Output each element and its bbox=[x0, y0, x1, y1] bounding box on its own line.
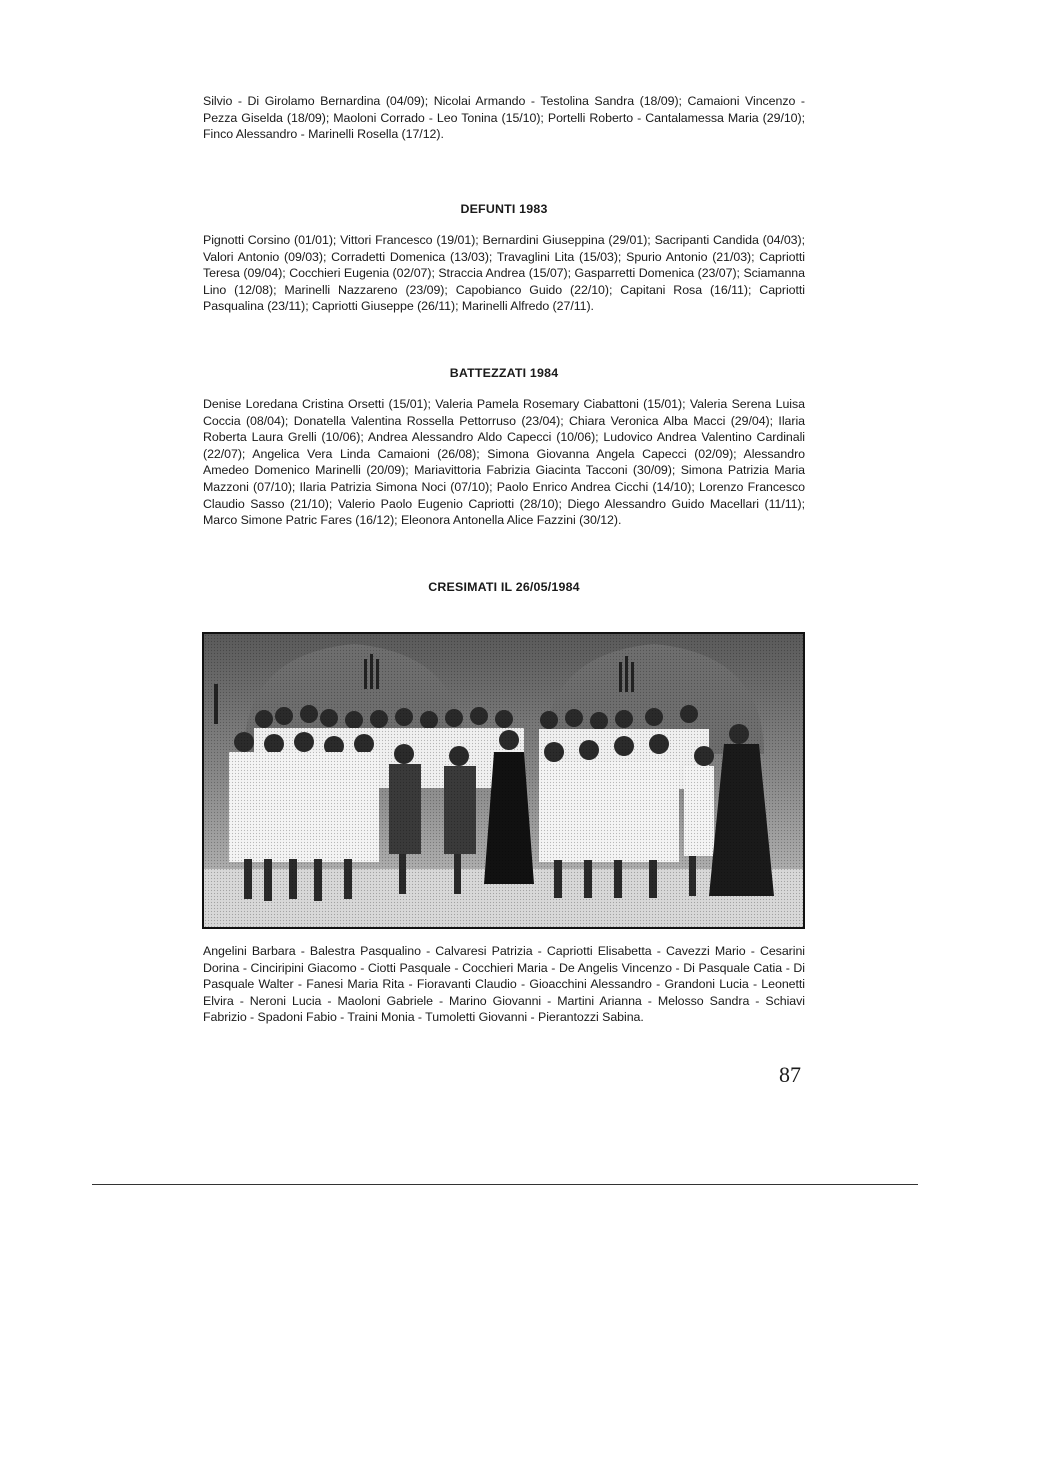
photo-caption: Angelini Barbara - Balestra Pasqualino - Calvaresi Patrizia - Capriotti Elisabetta - Cavezzi Mario - Cesarini Dorina - Cinciripini Giacomo - Ciotti Pasquale - Cocchieri Maria - De Angelis Vincenzo - Di Pasquale Catia - Di Pasquale Walter - Fanesi Maria Rita - Fioravanti Claudio - Gioacchini Alessandro - Grandoni Lucia - Leonetti Elvira - Neroni Lucia - Maoloni Gabriele - Marino Giovanni - Martini Arianna - Melosso Sandra - Schiavi Fabrizio - Spadoni Fabio - Traini Monia - Tumoletti Giovanni - Pierantozzi Sabina. bbox=[203, 944, 805, 1025]
heading-defunti-1983: DEFUNTI 1983 bbox=[460, 202, 548, 216]
heading-battezzati-1984: BATTEZZATI 1984 bbox=[449, 366, 559, 380]
group-photo-image bbox=[204, 634, 803, 927]
battezzati-1984-list: Denise Loredana Cristina Orsetti (15/01); Valeria Pamela Rosemary Ciabattoni (15/01); Valeria Serena Luisa Coccia (08/04); Donatella Valentina Rossella Pettorruso (23/04); Chiara Veronica Alba Macci (29/04); Ilaria Roberta Laura Grelli (10/06); Andrea Alessandro Aldo Capecci (10/06); Ludovico Andrea Valentino Cardinali (22/07); Angelica Vera Linda Camaioni (26/08); Simona Giovanna Angela Capecci (02/09); Alessandro Amedeo Domenico Marinelli (20/09); Mariavittoria Fabrizia Giacinta Tacconi (30/09); Simona Patrizia Maria Mazzoni (07/10); Ilaria Patrizia Simona Noci (07/10); Paolo Enrico Andrea Cicchi (14/10); Lorenzo Francesco Claudio Sasso (21/10); Valerio Paolo Eugenio Capriotti (28/10); Diego Alessandro Guido Macellari (11/11); Marco Simone Patric Fares (16/12); Eleonora Antonella Alice Fazzini (30/12). bbox=[203, 397, 805, 528]
intro-paragraph: Silvio - Di Girolamo Bernardina (04/09); Nicolai Armando - Testolina Sandra (18/09); Camaioni Vincenzo - Pezza Giselda (18/09); Maoloni Corrado - Leo Tonina (15/10); Portelli Roberto - Cantalamessa Maria (29/10); Finco Alessandro - Marinelli Rosella (17/12). bbox=[203, 94, 805, 142]
group-photo bbox=[202, 632, 805, 929]
page-number: 87 bbox=[779, 1062, 801, 1087]
defunti-1983-list: Pignotti Corsino (01/01); Vittori Francesco (19/01); Bernardini Giuseppina (29/01); Sacripanti Candida (04/03); Valori Antonio (09/03); Corradetti Domenica (13/03); Travaglini Lita (15/03); Spurio Antonio (21/03); Capriotti Teresa (09/04); Cocchieri Eugenia (02/07); Straccia Andrea (15/07); Gasparretti Domenica (23/07); Sciamanna Lino (12/08); Marinelli Nazzareno (23/09); Capobianco Guido (22/10); Capitani Rosa (16/11); Capriotti Pasqualina (23/11); Capriotti Giuseppe (26/11); Marinelli Alfredo (27/11). bbox=[203, 233, 805, 314]
bottom-divider bbox=[92, 1184, 918, 1185]
heading-cresimati-1984: CRESIMATI IL 26/05/1984 bbox=[428, 580, 580, 594]
